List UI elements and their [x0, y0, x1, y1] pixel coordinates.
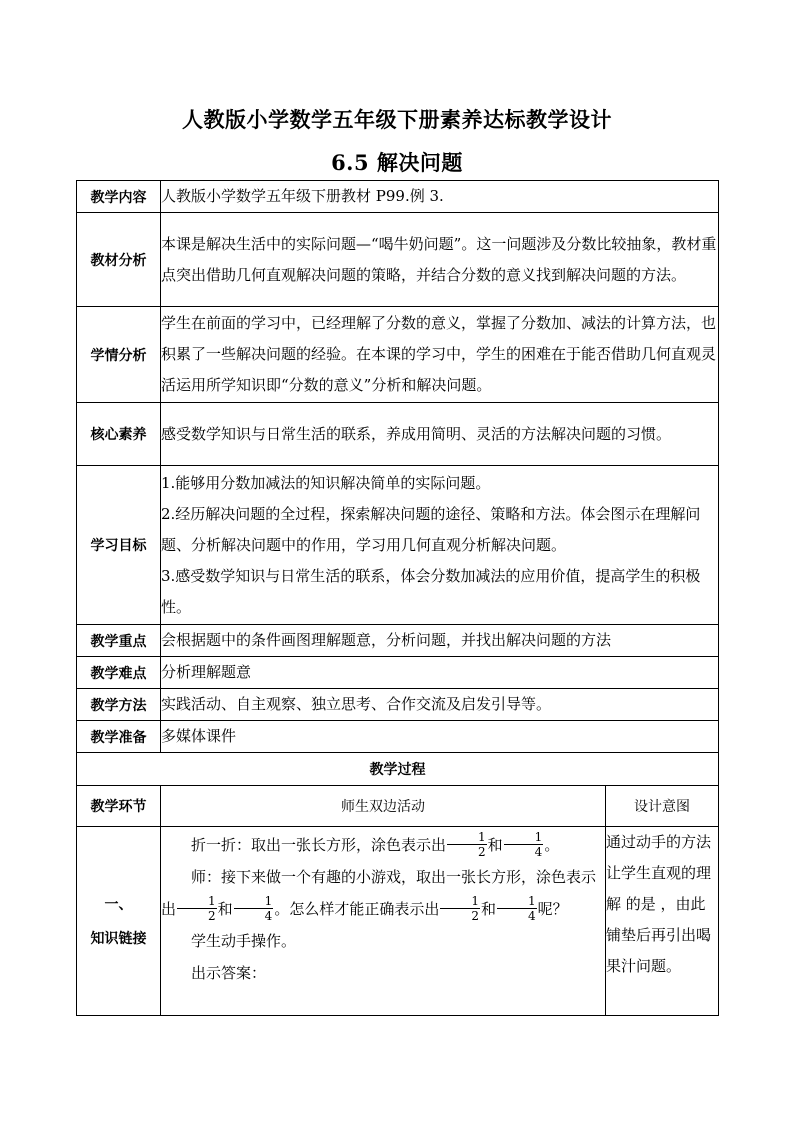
value-core-literacy: 感受数学知识与日常生活的联系，养成用简明、灵活的方法解决问题的习惯。	[161, 403, 719, 466]
label-student-analysis: 学情分析	[77, 307, 161, 403]
value-difficulty: 分析理解题意	[161, 657, 719, 689]
label-teaching-content: 教学内容	[77, 181, 161, 213]
row-key-point	[77, 625, 719, 657]
label-learning-goals: 学习目标	[77, 466, 161, 625]
fraction-one-half: $\frac{1}{2}$	[177, 895, 217, 922]
stage-knowledge-link	[77, 827, 161, 1016]
activity-line-operate: 学生动手操作。	[191, 932, 297, 950]
process-title: 教学过程	[77, 753, 719, 786]
fraction-one-quarter: $\frac{1}{4}$	[504, 831, 544, 858]
label-key-point: 教学重点	[77, 625, 161, 657]
activity-line-fold: 折一折：取出一张长方形，涂色表示出 $\frac{1}{2}$ 和 $\frac{1}{4}$ 。	[191, 829, 560, 859]
stage-number: 一、	[104, 897, 133, 913]
row-process-headers	[77, 786, 719, 827]
label-material-analysis: 教材分析	[77, 213, 161, 307]
row-preparation	[77, 721, 719, 753]
header-intent: 设计意图	[606, 786, 719, 827]
intent-knowledge-link: 通过动手的方法让学生直观的理解 的是 ，由此铺垫后再引出喝果汁问题。	[606, 827, 719, 1016]
row-teaching-method	[77, 689, 719, 721]
row-student-analysis	[77, 307, 719, 403]
row-process-title	[77, 753, 719, 786]
label-difficulty: 教学难点	[77, 657, 161, 689]
label-core-literacy: 核心素养	[77, 403, 161, 466]
stage-name: 知识链接	[90, 931, 147, 947]
goal-item: 1.能够用分数加减法的知识解决简单的实际问题。	[161, 473, 491, 492]
row-learning-goals	[77, 466, 719, 625]
row-material-analysis	[77, 213, 719, 307]
goal-item: 3.感受数学知识与日常生活的联系，体会分数加减法的应用价值，提高学生的积极性。	[161, 566, 701, 616]
row-difficulty	[77, 657, 719, 689]
row-core-literacy	[77, 403, 719, 466]
goal-item: 2.经历解决问题的全过程，探索解决问题的途径、策略和方法。体会图示在理解问题、分析解决问题中的作用，学习用几何直观分析解决问题。	[161, 504, 701, 554]
fraction-one-quarter: $\frac{1}{4}$	[234, 895, 274, 922]
value-preparation: 多媒体课件	[161, 721, 719, 753]
activity-line-teacher: 师：接下来做一个有趣的小游戏，取出一张长方形，涂色表示出 $\frac{1}{2}$ 和 $\frac{1}{4}$ 。怎么样才能正确表示出 $\frac{1}{2}$ 和 $\frac{1}{4}$ 呢？	[161, 868, 597, 923]
activity-line-answer: 出示答案：	[191, 964, 267, 982]
label-teaching-method: 教学方法	[77, 689, 161, 721]
label-preparation: 教学准备	[77, 721, 161, 753]
value-teaching-method: 实践活动、自主观察、独立思考、合作交流及启发引导等。	[161, 689, 719, 721]
header-stage: 教学环节	[77, 786, 161, 827]
document-title: 人教版小学数学五年级下册素养达标教学设计	[182, 107, 612, 132]
value-teaching-content: 人教版小学数学五年级下册教材 P99.例 3.	[161, 181, 719, 213]
value-student-analysis: 学生在前面的学习中，已经理解了分数的意义，掌握了分数加、减法的计算方法，也积累了一些解决问题的经验。在本课的学习中，学生的困难在于能否借助几何直观灵活运用所学知识即“分数的意义”分析和解决问题。	[161, 307, 719, 403]
header-activity: 师生双边活动	[161, 786, 606, 827]
lesson-plan-table	[76, 180, 719, 1016]
value-learning-goals	[161, 466, 719, 625]
value-material-analysis: 本课是解决生活中的实际问题—“喝牛奶问题”。这一问题涉及分数比较抽象，教材重点突出借助几何直观解决问题的策略，并结合分数的意义找到解决问题的方法。	[161, 213, 719, 307]
value-key-point: 会根据题中的条件画图理解题意，分析问题，并找出解决问题的方法	[161, 625, 719, 657]
document-subtitle: 6.5 解决问题	[331, 150, 463, 175]
fraction-one-half: $\frac{1}{2}$	[447, 831, 487, 858]
row-section-knowledge-link	[77, 827, 719, 1016]
row-teaching-content	[77, 181, 719, 213]
activity-knowledge-link	[161, 827, 606, 1016]
fraction-one-quarter: $\frac{1}{4}$	[497, 895, 537, 922]
fraction-one-half: $\frac{1}{2}$	[440, 895, 480, 922]
